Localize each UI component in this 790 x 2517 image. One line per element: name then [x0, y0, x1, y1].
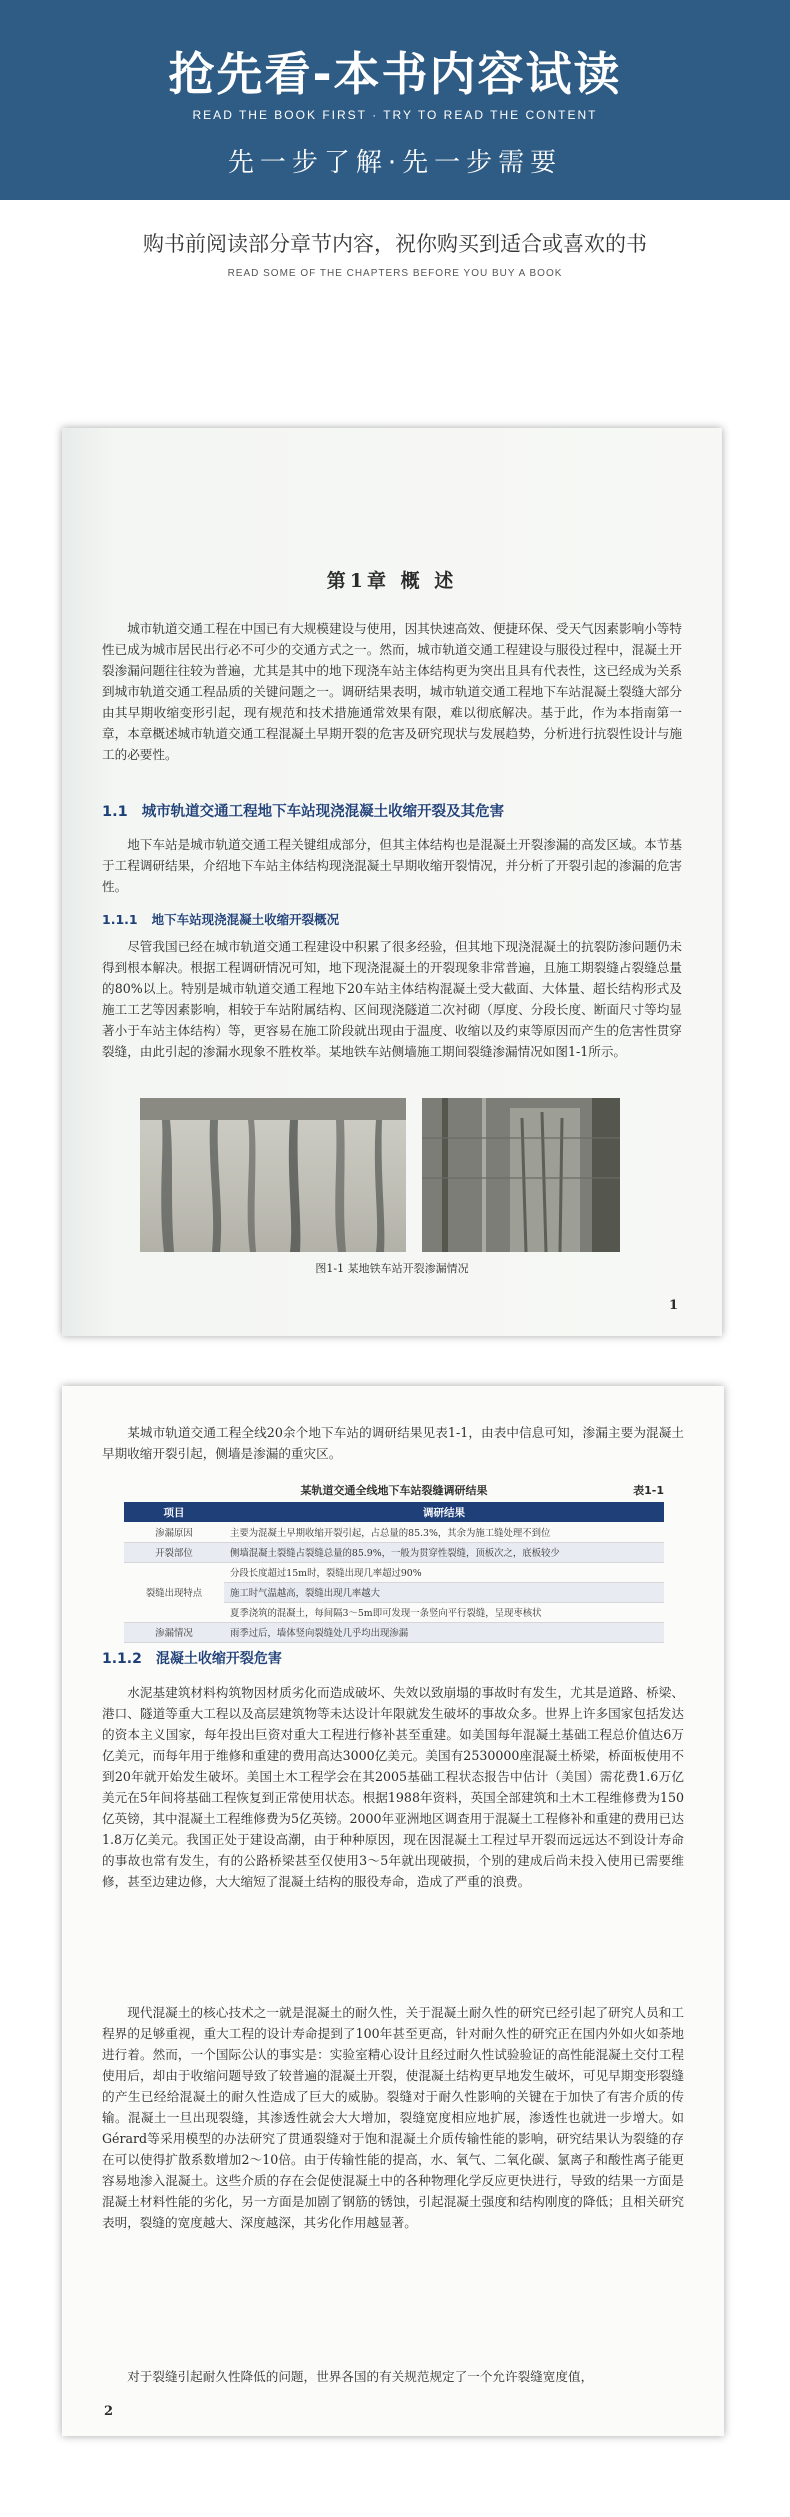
table-row [124, 1622, 664, 1642]
table-header: 调研结果 [224, 1502, 664, 1522]
top-banner [0, 0, 790, 200]
book-page-1 [62, 428, 722, 1336]
section-title: 混凝土收缩开裂危害 [155, 1651, 282, 1667]
damage-paragraph-3: 对于裂缝引起耐久性降低的问题，世界各国的有关规范规定了一个允许裂缝宽度值， [127, 2369, 594, 2384]
table-cell-result: 主要为混凝土早期收缩开裂引起，占总量的85.3%，其余为施工缝处理不到位 [224, 1522, 664, 1542]
section-title: 城市轨道交通工程地下车站现浇混凝土收缩开裂及其危害 [141, 804, 505, 820]
intro-text-en: READ SOME OF THE CHAPTERS BEFORE YOU BUY A BOOK [227, 268, 563, 279]
table-cell-category: 裂缝出现特点 [124, 1562, 224, 1622]
section-heading-1-1-1 [102, 910, 353, 928]
banner-subtitle-en: READ THE BOOK FIRST · TRY TO READ THE CONTENT [192, 108, 598, 122]
table-row [124, 1562, 664, 1582]
damage-paragraph-1: 水泥基建筑材料构筑物因材质劣化而造成破坏、失效以致崩塌的事故时有发生，尤其是道路、桥梁、港口、隧道等重大工程以及高层建筑物等未达设计年限就发生破坏的事故众多。世界上许多国家包括发达的资本主义国家，每年投出巨资对重大工程进行修补甚至重建。如美国每年混凝土基础工程总价值达6万亿美元，而每年用于维修和重建的费用高达3000亿美元。美国有2530000座混凝土桥梁，桥面板使用不到20年就开始发生破坏。美国土木工程学会在其2005基础工程状态报告中估计（美国）需花费1.6万亿美元在5年间将基础工程恢复到正常使用状态。根据1988年资料，英国全部建筑和土木工程维修费为150亿英镑，其中混凝土工程维修费为5亿英镑。2000年亚洲地区调查用于混凝土工程修补和重建的费用已达1.8万亿美元。我国正处于建设高潮，由于种种原因，现在因混凝土工程过早开裂而远远达不到设计寿命的事故也常有发生，有的公路桥梁甚至仅使用3～5年就出现破损，个别的建成后尚未投入使用已需要维修，甚至边建边修，大大缩短了混凝土结构的服役寿命，造成了严重的浪费。 [102, 1685, 684, 1889]
table-title: 某轨道交通全线地下车站裂缝调研结果 [300, 1484, 488, 1497]
figure-caption: 图1-1 某地铁车站开裂渗漏情况 [315, 1262, 469, 1275]
page-number: 2 [104, 2404, 114, 2419]
table-row [124, 1522, 664, 1542]
figure-photo-left [140, 1098, 406, 1252]
section-number: 1.1 [102, 804, 128, 820]
chapter-title: 第1章 概 述 [326, 570, 458, 592]
figure-photo-right [422, 1098, 620, 1252]
table-header: 项目 [124, 1502, 224, 1522]
table-cell-result: 施工时气温越高，裂缝出现几率越大 [224, 1582, 664, 1602]
banner-tagline: 先一步了解·先一步需要 [227, 148, 563, 178]
section-number: 1.1.2 [102, 1651, 142, 1667]
table-row [124, 1542, 664, 1562]
book-page-2 [62, 1386, 724, 2436]
table-cell-category: 渗漏原因 [124, 1522, 224, 1542]
section-1-1-1-paragraph: 尽管我国已经在城市轨道交通工程建设中积累了很多经验，但其地下现浇混凝土的抗裂防渗问题仍未得到根本解决。根据工程调研情况可知，地下现浇混凝土的开裂现象非常普遍，且施工期裂缝占裂缝总量的80%以上。特别是城市轨道交通工程地下20车站主体结构混凝土受大截面、大体量、超长结构形式及施工工艺等因素影响，相较于车站附属结构、区间现浇隧道二次衬砌（厚度、分段长度、断面尺寸等均显著小于车站主体结构）等，更容易在施工阶段就出现由于温度、收缩以及约束等原因而产生的危害性贯穿裂缝，由此引起的渗漏水现象不胜枚举。某地铁车站侧墙施工期间裂缝渗漏情况如图1-1所示。 [102, 939, 682, 1059]
section-number: 1.1.1 [102, 912, 138, 927]
table-title-row [124, 1482, 664, 1498]
section-heading-1-1 [102, 800, 518, 821]
section-title: 地下车站现浇混凝土收缩开裂概况 [151, 912, 340, 927]
table-cell-result: 雨季过后，墙体竖向裂缝处几乎均出现渗漏 [224, 1622, 664, 1642]
page-number: 1 [668, 1298, 678, 1313]
table-cell-result: 夏季浇筑的混凝土，每间隔3～5m即可发现一条竖向平行裂缝，呈现枣核状 [224, 1602, 664, 1622]
survey-table [124, 1502, 664, 1643]
table-cell-category: 开裂部位 [124, 1542, 224, 1562]
section-heading-1-1-2 [102, 1648, 296, 1668]
table-cell-result: 侧墙混凝土裂缝占裂缝总量的85.9%，一般为贯穿性裂缝，顶板次之，底板较少 [224, 1542, 664, 1562]
banner-title: 抢先看-本书内容试读 [168, 47, 622, 101]
chapter-intro-paragraph: 城市轨道交通工程在中国已有大规模建设与使用，因其快速高效、便捷环保、受天气因素影响小等特性已成为城市居民出行必不可少的交通方式之一。然而，城市轨道交通工程建设与服役过程中，混凝土开裂渗漏问题往往较为普遍，尤其是其中的地下现浇车站主体结构更为突出且具有代表性，这已经成为关系到城市轨道交通工程品质的关键问题之一。调研结果表明，城市轨道交通工程地下车站混凝土裂缝大部分由其早期收缩变形引起，现有规范和技术措施通常效果有限，难以彻底解决。基于此，作为本指南第一章，本章概述城市轨道交通工程混凝土早期开裂的危害及研究现状与发展趋势，分析进行抗裂性设计与施工的必要性。 [102, 621, 682, 762]
table-intro-paragraph: 某城市轨道交通工程全线20余个地下车站的调研结果见表1-1，由表中信息可知，渗漏主要为混凝土早期收缩开裂引起，侧墙是渗漏的重灾区。 [102, 1425, 684, 1461]
section-1-1-paragraph: 地下车站是城市轨道交通工程关键组成部分，但其主体结构也是混凝土开裂渗漏的高发区域。本节基于工程调研结果，介绍地下车站主体结构现浇混凝土早期收缩开裂情况，并分析了开裂引起的渗漏的危害性。 [102, 837, 682, 894]
table-number: 表1-1 [633, 1484, 664, 1497]
damage-paragraph-2: 现代混凝土的核心技术之一就是混凝土的耐久性，关于混凝土耐久性的研究已经引起了研究人员和工程界的足够重视，重大工程的设计寿命提到了100年甚至更高，针对耐久性的研究正在国内外如火如荼地进行着。然而，一个国际公认的事实是：实验室精心设计且经过耐久性试验验证的高性能混凝土交付工程使用后，却由于收缩问题导致了较普遍的混凝土开裂，使混凝土结构更早地发生破坏，可见早期变形裂缝的产生已经给混凝土的耐久性造成了巨大的威胁。裂缝对于耐久性影响的关键在于加快了有害介质的传输。混凝土一旦出现裂缝，其渗透性就会大大增加，裂缝宽度相应地扩展，渗透性也就进一步增大。如Gérard等采用模型的办法研究了贯通裂缝对于饱和混凝土介质传输性能的影响，研究结果认为裂缝的存在可以使得扩散系数增加2～10倍。由于传输性能的提高，水、氧气、二氧化碳、氯离子和酸性离子能更容易地渗入混凝土。这些介质的存在会促使混凝土中的各种物理化学反应更快进行，导致的结果一方面是混凝土材料性能的劣化，另一方面是加剧了钢筋的锈蚀，引起混凝土强度和结构刚度的降低；且相关研究表明，裂缝的宽度越大、深度越深，其劣化作用越显著。 [102, 2005, 684, 2230]
table-cell-result: 分段长度超过15m时，裂缝出现几率超过90% [224, 1562, 664, 1582]
table-cell-category: 渗漏情况 [124, 1622, 224, 1642]
intro-text: 购书前阅读部分章节内容，祝你购买到适合或喜欢的书 [143, 232, 647, 256]
